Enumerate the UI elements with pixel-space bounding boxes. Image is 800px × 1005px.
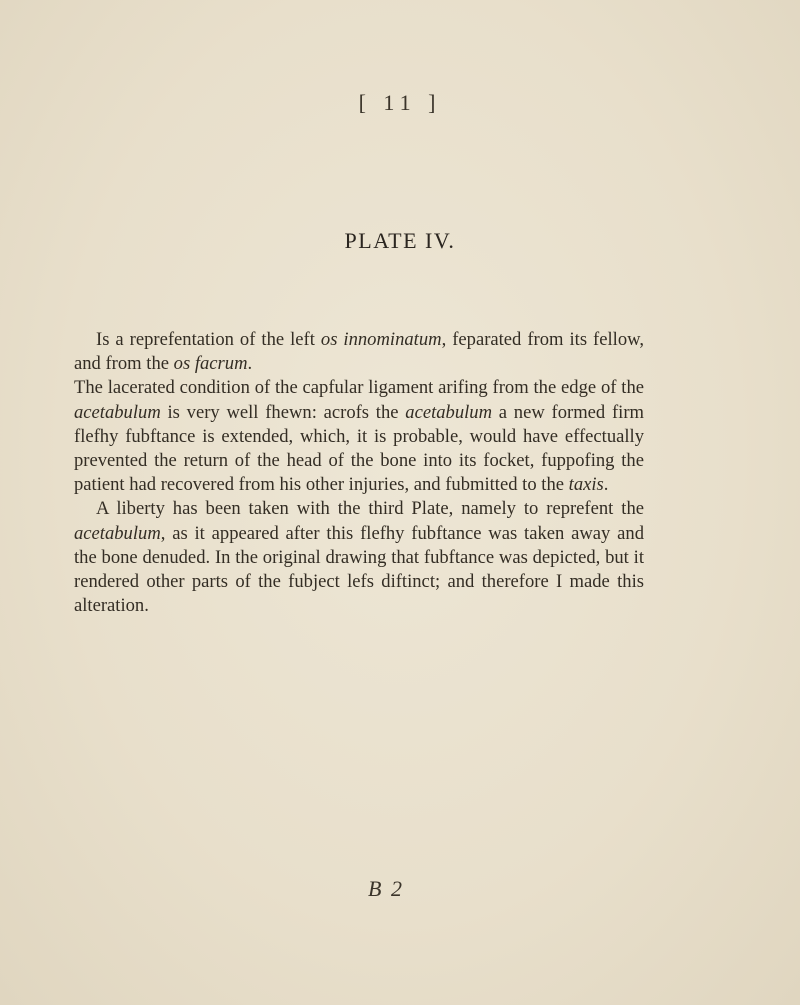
text-segment: . <box>247 353 253 375</box>
italic-term: os innominatum <box>320 329 442 350</box>
text-segment: . <box>603 474 609 496</box>
italic-term: os facrum <box>173 353 248 375</box>
paragraph-description <box>74 328 644 497</box>
text-segment: , feparated from its fellow, and from the <box>74 329 644 375</box>
paragraph-note <box>74 497 644 618</box>
text-segment: Is a reprefentation of the left <box>96 329 321 350</box>
text-segment: A liberty has been taken with the third Plate, namely to reprefent the <box>96 498 644 520</box>
text-segment: is very well fhewn: acrofs the <box>160 401 406 423</box>
text-segment: a new formed firm flefhy fubftance is extended, which, it is probable, would have effectually prevented the return of the head of the bone into its focket, fuppofing the patient had recovered from his other injuries, and fubmitted to the <box>74 401 644 496</box>
italic-term: acetabulum <box>74 401 161 423</box>
page-number: [ 11 ] <box>358 90 442 115</box>
text-segment: The lacerated condition of the capfular ligament arifing from the edge of the <box>74 377 644 399</box>
signature-mark: B 2 <box>368 876 404 901</box>
italic-term: taxis <box>568 474 604 496</box>
plate-title: PLATE IV. <box>344 228 456 253</box>
italic-term: acetabulum <box>74 522 161 544</box>
italic-term: acetabulum <box>405 401 493 423</box>
text-segment: , as it appeared after this flefhy fubftance was taken away and the bone denuded. In the original drawing that fubftance was depicted, but it rendered other parts of the fubject lefs diftinct; and therefore I made this alteration. <box>74 522 644 617</box>
body-text <box>74 328 644 618</box>
